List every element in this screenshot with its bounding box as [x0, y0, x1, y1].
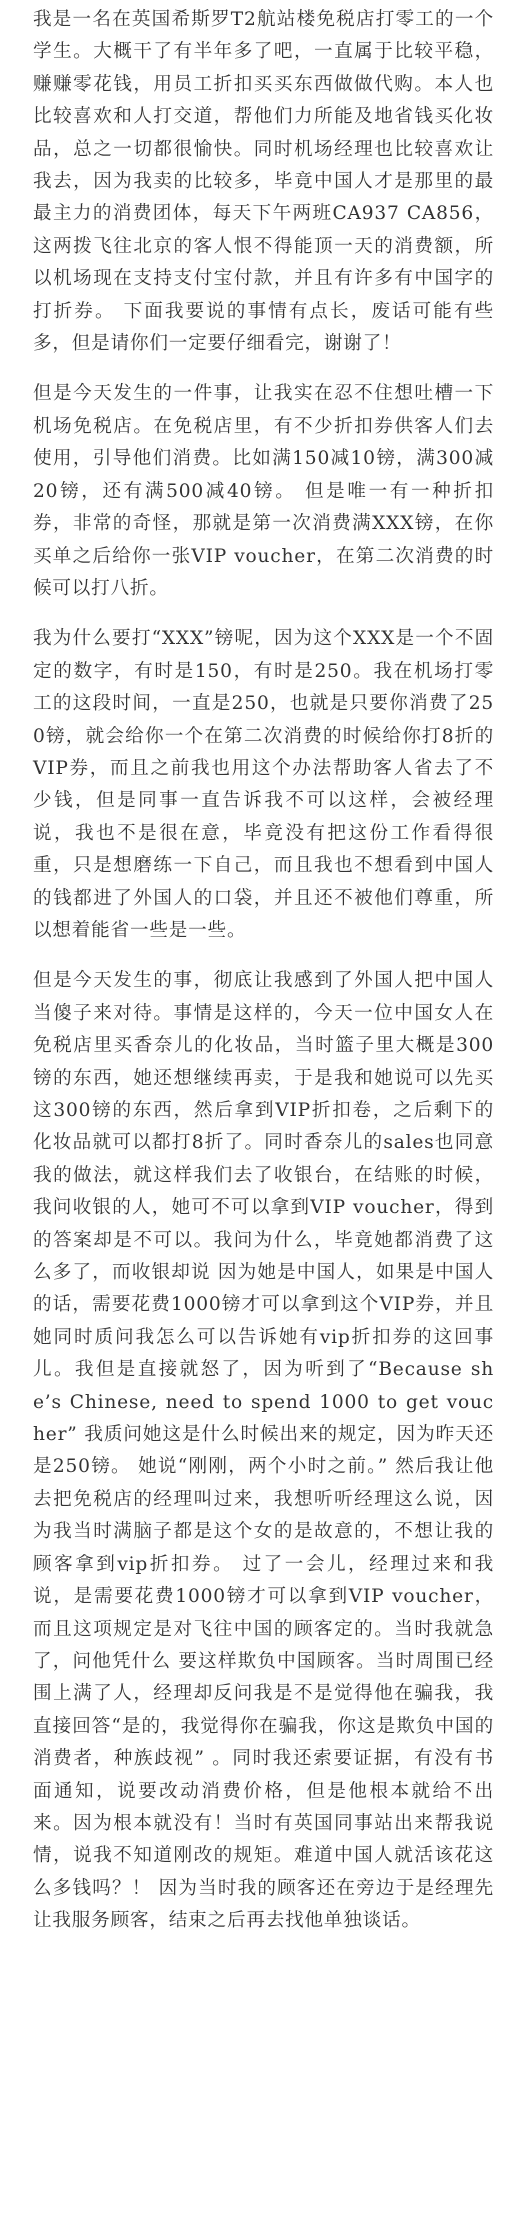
article-paragraph-4: 但是今天发生的事，彻底让我感到了外国人把中国人当傻子来对待。事情是这样的，今天一位中国女人在免税店里买香奈儿的化妆品，当时篮子里大概是300镑的东西，她还想继续再卖，于是我和她说可以先买这300镑的东西，然后拿到VIP折扣卷，之后剩下的化妆品就可以都打8折了。同时香奈儿的sales也同意我的做法，就这样我们去了收银台，在结账的时候，我问收银的人，她可不可以拿到VIP voucher，得到的答案却是不可以。我问为什么，毕竟她都消费了这么多了，而收银却说 因为她是中国人，如果是中国人的话，需要花费1000镑才可以拿到这个VIP券，并且她同时质问我怎么可以告诉她有vip折扣券的这回事儿。我但是直接就怒了，因为听到了“Because she’s Chinese, need to spend 1000 to get voucher” 我质问她这是什么时候出来的规定，因为昨天还是250镑。 她说“刚刚，两个小时之前。” 然后我让他去把免税店的经理叫过来，我想听听经理这么说，因为我当时满脑子都是这个女的是故意的，不想让我的顾客拿到vip折扣券。 过了一会儿，经理过来和我说，是需要花费1000镑才可以拿到VIP voucher，而且这项规定是对飞往中国的顾客定的。当时我就急了，问他凭什么 要这样欺负中国顾客。当时周围已经围上满了人，经理却反问我是不是觉得他在骗我，我直接回答“是的，我觉得你在骗我，你这是欺负中国的消费者，种族歧视” 。同时我还索要证据，有没有书面通知，说要改动消费价格，但是他根本就给不出来。因为根本就没有！当时有英国同事站出来帮我说情，说我不知道刚改的规矩。难道中国人就活该花这么多钱吗？！ 因为当时我的顾客还在旁边于是经理先让我服务顾客，结束之后再去找他单独谈话。 — [33, 970, 494, 1932]
article-paragraph-1: 我是一名在英国希斯罗T2航站楼免税店打零工的一个学生。大概干了有半年多了吧，一直属于比较平稳，赚赚零花钱，用员工折扣买买东西做做代购。本人也比较喜欢和人打交道，帮他们力所能及地省钱买化妆品，总之一切都很愉快。同时机场经理也比较喜欢让我去，因为我卖的比较多，毕竟中国人才是那里的最最主力的消费团体，每天下午两班CA937 CA856，这两拨飞往北京的客人恨不得能顶一天的消费额，所以机场现在支持支付宝付款，并且有许多有中国字的打折券。 下面我要说的事情有点长，废话可能有些多，但是请你们一定要仔细看完，谢谢了！ — [33, 9, 494, 355]
article-paragraph-2: 但是今天发生的一件事，让我实在忍不住想吐槽一下机场免税店。在免税店里，有不少折扣券供客人们去使用，引导他们消费。比如满150减10镑，满300减20镑，还有满500减40镑。 但是唯一有一种折扣券，非常的奇怪，那就是第一次消费满XXX镑，在你买单之后给你一张VIP voucher，在第二次消费的时候可以打八折。 — [33, 383, 494, 599]
article-paragraph-3: 我为什么要打“XXX”镑呢，因为这个XXX是一个不固定的数字，有时是150，有时是250。我在机场打零工的这段时间，一直是250，也就是只要你消费了250镑，就会给你一个在第二次消费的时候给你打8折的VIP券，而且之前我也用这个办法帮助客人省去了不少钱，但是同事一直告诉我不可以这样，会被经理说，我也不是很在意，毕竟没有把这份工作看得很重，只是想磨练一下自己，而且我也不想看到中国人的钱都进了外国人的口袋，并且还不被他们尊重，所以想着能省一些是一些。 — [33, 628, 494, 941]
